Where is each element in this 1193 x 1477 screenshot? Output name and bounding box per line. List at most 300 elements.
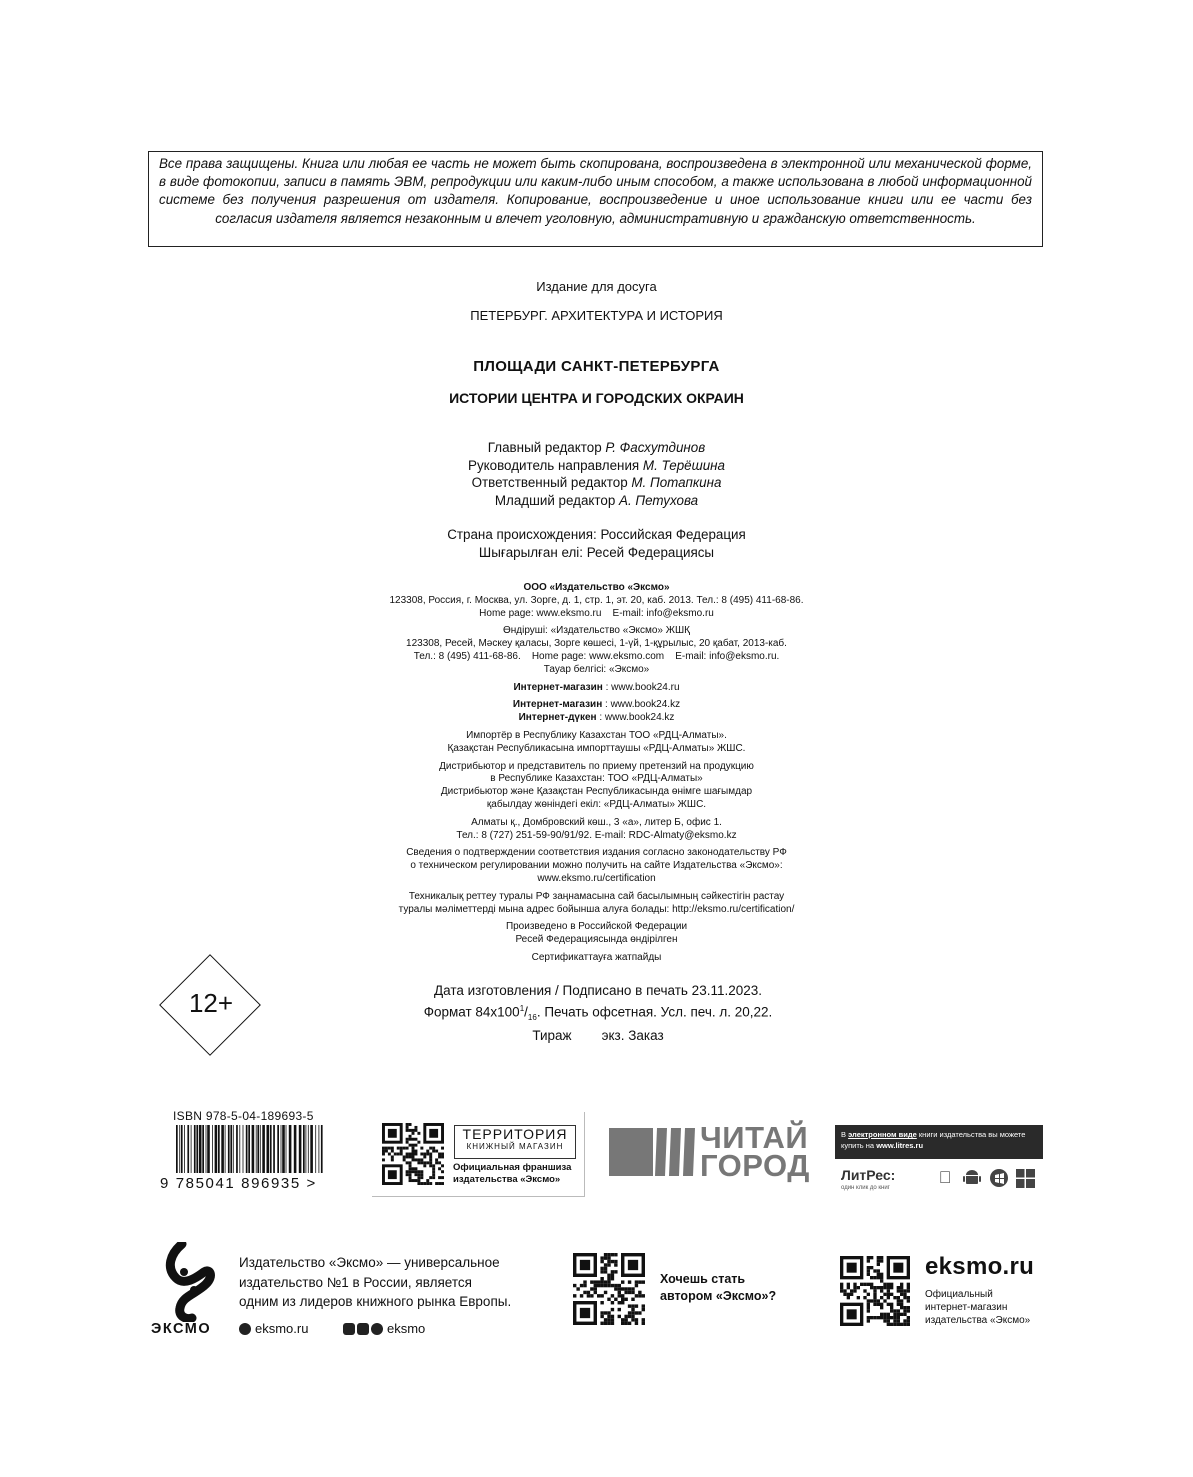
globe-icon <box>239 1323 251 1335</box>
qr-module <box>604 1253 607 1256</box>
qr-module <box>391 1147 394 1150</box>
qr-module <box>893 1323 896 1326</box>
qr-module <box>583 1284 586 1287</box>
qr-module <box>382 1147 385 1150</box>
qr-module <box>594 1291 597 1294</box>
qr-module <box>624 1287 627 1290</box>
credit-line: Главный редактор Р. Фасхутдинов <box>487 440 706 455</box>
qr-module <box>607 1277 610 1280</box>
qr-module <box>867 1316 870 1319</box>
qr-module <box>900 1299 903 1302</box>
barcode-bar <box>260 1125 261 1173</box>
qr-module <box>631 1318 634 1321</box>
qr-module <box>420 1182 423 1185</box>
qr-module <box>635 1304 638 1307</box>
qr-module <box>903 1306 906 1309</box>
qr-module <box>887 1319 890 1322</box>
qr-module <box>573 1284 576 1287</box>
qr-module <box>880 1289 883 1292</box>
barcode-digits: 9 785041 896935 > <box>160 1175 317 1192</box>
qr-module <box>607 1318 610 1321</box>
qr-module <box>618 1308 621 1311</box>
qr-module <box>406 1126 409 1129</box>
qr-module <box>614 1284 617 1287</box>
qr-module <box>887 1296 890 1299</box>
qr-module <box>409 1179 412 1182</box>
android-icon <box>962 1168 982 1188</box>
qr-module <box>867 1269 870 1272</box>
qr-module <box>635 1280 638 1283</box>
qr-module <box>417 1170 420 1173</box>
qr-module <box>417 1176 420 1179</box>
qr-module <box>604 1256 607 1259</box>
qr-module <box>435 1161 438 1164</box>
qr-module <box>621 1280 624 1283</box>
qr-module <box>435 1158 438 1161</box>
qr-module <box>580 1294 583 1297</box>
qr-module <box>897 1309 900 1312</box>
qr-module <box>907 1296 910 1299</box>
eksmo-name: ЭКСМО <box>151 1321 212 1337</box>
qr-module <box>604 1270 607 1273</box>
qr-module <box>423 1155 426 1158</box>
qr-module <box>880 1316 883 1319</box>
qr-module <box>870 1316 873 1319</box>
qr-module <box>867 1266 870 1269</box>
copyright-notice: Все права защищены. Книга или любая ее часть не может быть скопирована, воспроизведена в электронной или механической форме, в виде фотокопии, записи в память ЭВМ, репродукции или каким-либо иным способом, а также использована в любой информационной системе без получения разрешения от издателя. Копирование, воспроизведение и иное использование книги или ее части без согласия издателя является незаконным и влечет уголовную, административную и гражданскую ответственность. <box>148 151 1043 247</box>
qr-module <box>867 1256 870 1259</box>
qr-module <box>614 1260 617 1263</box>
qr-module <box>417 1179 420 1182</box>
qr-module <box>412 1132 415 1135</box>
publisher-name: ООО «Издательство «Эксмо» <box>523 582 670 593</box>
qr-module <box>423 1164 426 1167</box>
qr-module <box>403 1158 406 1161</box>
qr-module <box>597 1294 600 1297</box>
qr-module <box>887 1289 890 1292</box>
barcode-bar <box>262 1125 265 1173</box>
qr-module <box>887 1313 890 1316</box>
qr-module <box>420 1170 423 1173</box>
qr-module <box>907 1309 910 1312</box>
qr-module <box>414 1173 417 1176</box>
qr-module <box>877 1303 880 1306</box>
book-subtitle: ИСТОРИИ ЦЕНТРА И ГОРОДСКИХ ОКРАИН <box>449 390 744 406</box>
qr-module <box>907 1319 910 1322</box>
qr-module <box>614 1253 617 1256</box>
qr-module <box>880 1279 883 1282</box>
qr-module <box>604 1263 607 1266</box>
ok-icon <box>357 1323 369 1335</box>
qr-module <box>397 1147 400 1150</box>
barcode-bar <box>194 1125 196 1173</box>
qr-finder <box>580 1308 590 1318</box>
qr-module <box>614 1270 617 1273</box>
eksmo-social-links[interactable]: eksmo <box>343 1321 425 1336</box>
qr-module <box>600 1315 603 1318</box>
qr-module <box>631 1311 634 1314</box>
qr-module <box>883 1299 886 1302</box>
qr-module <box>611 1277 614 1280</box>
qr-module <box>847 1283 850 1286</box>
origin: Страна происхождения: Российская Федерация Шығарылған елі: Ресей Федерациясы <box>447 527 746 560</box>
qr-finder <box>847 1309 857 1319</box>
qr-module <box>414 1179 417 1182</box>
qr-module <box>642 1322 645 1325</box>
qr-module <box>621 1318 624 1321</box>
qr-module <box>642 1304 645 1307</box>
qr-module <box>893 1296 896 1299</box>
qr-module <box>412 1158 415 1161</box>
qr-module <box>631 1287 634 1290</box>
qr-module <box>438 1182 441 1185</box>
qr-module <box>607 1274 610 1277</box>
qr-module <box>877 1273 880 1276</box>
qr-module <box>618 1294 621 1297</box>
qr-module <box>621 1298 624 1301</box>
qr-module <box>840 1283 843 1286</box>
qr-module <box>441 1155 444 1158</box>
qr-module <box>870 1299 873 1302</box>
qr-module <box>403 1147 406 1150</box>
qr-module <box>635 1318 638 1321</box>
qr-module <box>412 1155 415 1158</box>
qr-module <box>394 1153 397 1156</box>
qr-module <box>621 1287 624 1290</box>
qr-module <box>890 1323 893 1326</box>
qr-module <box>631 1291 634 1294</box>
qr-module <box>890 1303 893 1306</box>
qr-module <box>600 1267 603 1270</box>
qr-module <box>883 1316 886 1319</box>
qr-module <box>631 1298 634 1301</box>
qr-module <box>867 1306 870 1309</box>
qr-module <box>611 1260 614 1263</box>
barcode-bar <box>187 1125 189 1173</box>
qr-module <box>409 1135 412 1138</box>
barcode-bar <box>281 1125 282 1173</box>
qr-module <box>594 1284 597 1287</box>
qr-module <box>420 1147 423 1150</box>
qr-module <box>432 1147 435 1150</box>
qr-module <box>409 1167 412 1170</box>
qr-module <box>594 1280 597 1283</box>
qr-module <box>441 1147 444 1150</box>
qr-module <box>423 1182 426 1185</box>
barcode-bar <box>202 1125 204 1173</box>
qr-module <box>429 1153 432 1156</box>
qr-finder <box>847 1263 857 1273</box>
litres-logo: ЛитРес: <box>841 1167 896 1183</box>
territory-qr-code <box>382 1123 444 1185</box>
litres-tagline: один клик до книг <box>841 1185 890 1191</box>
qr-module <box>611 1270 614 1273</box>
qr-module <box>624 1322 627 1325</box>
qr-module <box>628 1322 631 1325</box>
barcode-bar <box>233 1125 234 1173</box>
qr-module <box>607 1311 610 1314</box>
qr-module <box>412 1147 415 1150</box>
qr-module <box>907 1286 910 1289</box>
qr-module <box>391 1155 394 1158</box>
qr-module <box>607 1260 610 1263</box>
qr-module <box>618 1291 621 1294</box>
qr-module <box>600 1284 603 1287</box>
qr-module <box>618 1287 621 1290</box>
qr-module <box>607 1253 610 1256</box>
qr-module <box>900 1306 903 1309</box>
qr-module <box>432 1164 435 1167</box>
qr-module <box>900 1303 903 1306</box>
qr-module <box>642 1294 645 1297</box>
qr-module <box>412 1179 415 1182</box>
qr-module <box>867 1293 870 1296</box>
qr-module <box>611 1274 614 1277</box>
qr-module <box>412 1167 415 1170</box>
qr-module <box>388 1147 391 1150</box>
barcode-bar <box>221 1125 224 1173</box>
barcode-bar <box>215 1125 218 1173</box>
qr-module <box>897 1303 900 1306</box>
qr-module <box>873 1316 876 1319</box>
qr-module <box>426 1153 429 1156</box>
qr-module <box>857 1286 860 1289</box>
qr-module <box>847 1286 850 1289</box>
qr-module <box>870 1266 873 1269</box>
shop-qr-code <box>840 1256 910 1326</box>
qr-module <box>590 1287 593 1290</box>
qr-module <box>618 1284 621 1287</box>
qr-module <box>847 1293 850 1296</box>
qr-module <box>624 1298 627 1301</box>
qr-module <box>417 1141 420 1144</box>
qr-module <box>604 1284 607 1287</box>
eksmo-shop-domain: eksmo.ru <box>925 1253 1035 1280</box>
qr-module <box>604 1318 607 1321</box>
qr-module <box>877 1316 880 1319</box>
shop-line: Интернет-магазин : www.book24.kz <box>512 699 681 711</box>
qr-module <box>607 1284 610 1287</box>
qr-module <box>853 1289 856 1292</box>
qr-module <box>417 1132 420 1135</box>
qr-module <box>618 1315 621 1318</box>
qr-module <box>432 1150 435 1153</box>
qr-module <box>867 1303 870 1306</box>
qr-module <box>867 1309 870 1312</box>
barcode-bar <box>277 1125 279 1173</box>
qr-module <box>883 1313 886 1316</box>
qr-module <box>840 1289 843 1292</box>
qr-module <box>867 1273 870 1276</box>
qr-module <box>642 1308 645 1311</box>
qr-module <box>604 1311 607 1314</box>
qr-module <box>587 1294 590 1297</box>
qr-module <box>907 1323 910 1326</box>
qr-module <box>890 1286 893 1289</box>
qr-module <box>604 1267 607 1270</box>
qr-module <box>877 1259 880 1262</box>
qr-module <box>583 1291 586 1294</box>
qr-module <box>391 1150 394 1153</box>
qr-module <box>429 1164 432 1167</box>
qr-module <box>412 1129 415 1132</box>
qr-module <box>900 1323 903 1326</box>
shop-line: Интернет-дүкен : www.book24.kz <box>518 712 675 724</box>
qr-module <box>900 1286 903 1289</box>
qr-module <box>638 1294 641 1297</box>
barcode-bar <box>267 1125 270 1173</box>
qr-module <box>903 1309 906 1312</box>
qr-module <box>600 1270 603 1273</box>
qr-module <box>880 1273 883 1276</box>
qr-module <box>406 1123 409 1126</box>
qr-module <box>642 1318 645 1321</box>
qr-module <box>883 1319 886 1322</box>
qr-module <box>877 1286 880 1289</box>
qr-module <box>607 1315 610 1318</box>
qr-module <box>409 1144 412 1147</box>
qr-module <box>897 1289 900 1292</box>
qr-module <box>887 1316 890 1319</box>
qr-module <box>400 1147 403 1150</box>
qr-module <box>628 1311 631 1314</box>
qr-module <box>417 1173 420 1176</box>
qr-module <box>893 1316 896 1319</box>
barcode-bar <box>243 1125 244 1173</box>
qr-module <box>406 1161 409 1164</box>
qr-module <box>887 1323 890 1326</box>
barcode-bar <box>239 1125 240 1173</box>
qr-module <box>887 1283 890 1286</box>
author-qr-code <box>573 1253 645 1325</box>
barcode-bar <box>230 1125 232 1173</box>
qr-finder <box>580 1260 590 1270</box>
qr-module <box>412 1153 415 1156</box>
qr-module <box>877 1256 880 1259</box>
barcode-bar <box>176 1125 178 1173</box>
qr-module <box>435 1150 438 1153</box>
qr-module <box>635 1294 638 1297</box>
qr-module <box>880 1296 883 1299</box>
qr-module <box>438 1153 441 1156</box>
qr-module <box>426 1179 429 1182</box>
qr-module <box>870 1256 873 1259</box>
qr-module <box>624 1315 627 1318</box>
qr-module <box>438 1155 441 1158</box>
qr-module <box>420 1173 423 1176</box>
qr-module <box>400 1150 403 1153</box>
credit-line: Младший редактор А. Петухова <box>494 492 699 508</box>
qr-module <box>621 1294 624 1297</box>
qr-module <box>414 1138 417 1141</box>
barcode-bar <box>225 1125 226 1173</box>
qr-module <box>594 1287 597 1290</box>
barcode-bar <box>289 1125 292 1173</box>
qr-module <box>877 1299 880 1302</box>
qr-module <box>897 1319 900 1322</box>
qr-module <box>611 1294 614 1297</box>
qr-module <box>873 1303 876 1306</box>
qr-module <box>907 1306 910 1309</box>
barcode-bar <box>212 1125 213 1173</box>
qr-module <box>873 1293 876 1296</box>
apple-icon <box>935 1168 955 1188</box>
qr-module <box>435 1182 438 1185</box>
qr-module <box>863 1283 866 1286</box>
territory-caption: Официальная франшиза издательства «Эксмо» <box>453 1162 572 1185</box>
qr-module <box>441 1170 444 1173</box>
credit-line: Руководитель направления М. Терёшина <box>468 457 725 473</box>
qr-module <box>432 1173 435 1176</box>
qr-module <box>628 1291 631 1294</box>
qr-finder <box>388 1170 397 1179</box>
qr-module <box>438 1176 441 1179</box>
qr-module <box>628 1315 631 1318</box>
qr-module <box>890 1283 893 1286</box>
qr-module <box>420 1161 423 1164</box>
barcode-bar <box>270 1125 272 1173</box>
barcode-bar <box>257 1125 259 1173</box>
print-info: Дата изготовления / Подписано в печать 23.11.2023. Формат $84х100^1/_{16}$. Печать офсетная. Усл. печ. л. 20,22. Тираж экз. Заказ <box>423 983 773 1044</box>
qr-module <box>880 1306 883 1309</box>
qr-module <box>432 1170 435 1173</box>
eksmo-website-link[interactable]: eksmo.ru <box>239 1321 308 1336</box>
qr-module <box>600 1322 603 1325</box>
qr-module <box>877 1269 880 1272</box>
barcode-bar <box>207 1125 210 1173</box>
qr-module <box>903 1296 906 1299</box>
barcode-bar <box>273 1125 275 1173</box>
barcode <box>176 1125 326 1173</box>
qr-module <box>877 1263 880 1266</box>
qr-module <box>600 1301 603 1304</box>
qr-module <box>887 1286 890 1289</box>
qr-module <box>614 1298 617 1301</box>
qr-module <box>863 1289 866 1292</box>
qr-module <box>903 1313 906 1316</box>
qr-module <box>600 1256 603 1259</box>
qr-module <box>857 1296 860 1299</box>
qr-module <box>873 1296 876 1299</box>
qr-module <box>900 1283 903 1286</box>
qr-module <box>631 1315 634 1318</box>
qr-module <box>907 1299 910 1302</box>
qr-module <box>426 1150 429 1153</box>
qr-module <box>409 1129 412 1132</box>
barcode-bar <box>181 1125 183 1173</box>
qr-module <box>860 1283 863 1286</box>
qr-module <box>414 1153 417 1156</box>
qr-module <box>893 1313 896 1316</box>
qr-module <box>441 1176 444 1179</box>
qr-module <box>873 1269 876 1272</box>
qr-module <box>873 1299 876 1302</box>
qr-module <box>429 1176 432 1179</box>
qr-module <box>907 1316 910 1319</box>
qr-finder <box>893 1263 903 1273</box>
qr-module <box>409 1164 412 1167</box>
qr-module <box>420 1153 423 1156</box>
age-rating: 12+ <box>188 988 234 1018</box>
barcode-bar <box>286 1125 287 1173</box>
qr-module <box>412 1138 415 1141</box>
qr-module <box>423 1153 426 1156</box>
qr-module <box>611 1301 614 1304</box>
eksmo-logo-icon <box>162 1242 216 1322</box>
qr-module <box>638 1280 641 1283</box>
qr-module <box>870 1286 873 1289</box>
author-cta: Хочешь стать автором «Эксмо»? <box>660 1272 777 1303</box>
